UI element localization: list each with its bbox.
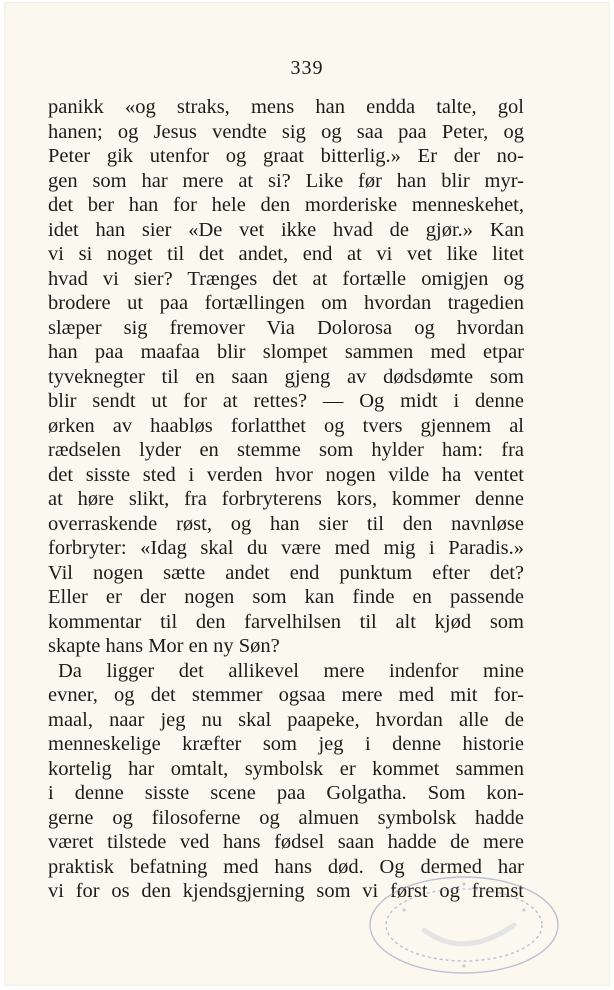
text-line: været tilstede ved hans fødsel saan hadde de mere <box>48 831 524 853</box>
text-line: gen som har mere at si? Like før han blir myr- <box>48 169 524 192</box>
text-line: overraskende røst, og han sier til den navnløse <box>48 512 524 535</box>
text-line: det sisste sted i verden hvor nogen vilde ha ventet <box>48 463 524 486</box>
paragraph-start-line: Da ligger det allikevel mere indenfor mine <box>58 659 524 682</box>
book-page <box>4 2 610 986</box>
text-line: Eller er der nogen som kan finde en passende <box>48 586 524 608</box>
text-line: ørken av haabløs forlatthet og tvers gjennem al <box>48 414 524 437</box>
text-line: vi si noget til det andet, end at vi vet like litet <box>48 243 524 265</box>
text-line: idet han sier «De vet ikke hvad de gjør.» Kan <box>48 218 524 241</box>
library-stamp-icon <box>364 870 564 980</box>
text-line: maal, naar jeg nu skal paapeke, hvordan alle de <box>48 708 524 731</box>
text-line: gerne og filosoferne og almuen symbolsk hadde <box>48 806 524 829</box>
text-line: evner, og det stemmer ogsaa mere med mit for- <box>48 684 524 706</box>
text-line: forbryter: «Idag skal du være med mig i Paradis.» <box>48 537 524 559</box>
text-line: tyveknegter til en saan gjeng av dødsdømte som <box>48 365 524 388</box>
text-line: blir sendt ut for at rettes? — Og midt i denne <box>48 390 524 412</box>
text-line: kortelig har omtalt, symbolsk er kommet sammen <box>48 757 524 780</box>
text-body <box>48 95 524 904</box>
text-line: slæper sig fremover Via Dolorosa og hvordan <box>48 316 524 339</box>
text-line: i denne sisste scene paa Golgatha. Som kon- <box>48 782 524 804</box>
text-line: rædselen lyder en stemme som hylder ham: fra <box>48 439 524 461</box>
text-line: kommentar til den farvelhilsen til alt kjød som <box>48 610 524 633</box>
text-line: menneskelige kræfter som jeg i denne historie <box>48 733 524 755</box>
text-line: Peter gik utenfor og graat bitterlig.» Er der no- <box>48 145 524 167</box>
text-line: hvad vi sier? Trænges det at fortælle omigjen og <box>48 267 524 290</box>
page-number: 339 <box>290 57 324 79</box>
text-line: vi for os den kjendsgjerning som vi først og fremst <box>48 880 524 902</box>
text-line: brodere ut paa fortællingen om hvordan tragedien <box>48 292 524 314</box>
text-line: praktisk befatning med hans død. Og dermed har <box>48 855 524 878</box>
text-line: det ber han for hele den morderiske menneskehet, <box>48 194 524 216</box>
text-line: panikk «og straks, mens han endda talte, gol <box>48 96 524 118</box>
text-line: Vil nogen sætte andet end punktum efter det? <box>48 561 524 584</box>
text-line: han paa maafaa blir slompet sammen med etpar <box>48 341 524 363</box>
text-line: at høre slikt, fra forbryterens kors, kommer denne <box>48 488 524 510</box>
text-line: hanen; og Jesus vendte sig og saa paa Peter, og <box>48 120 524 143</box>
paragraph-end-line: skapte hans Mor en ny Søn? <box>48 635 280 657</box>
